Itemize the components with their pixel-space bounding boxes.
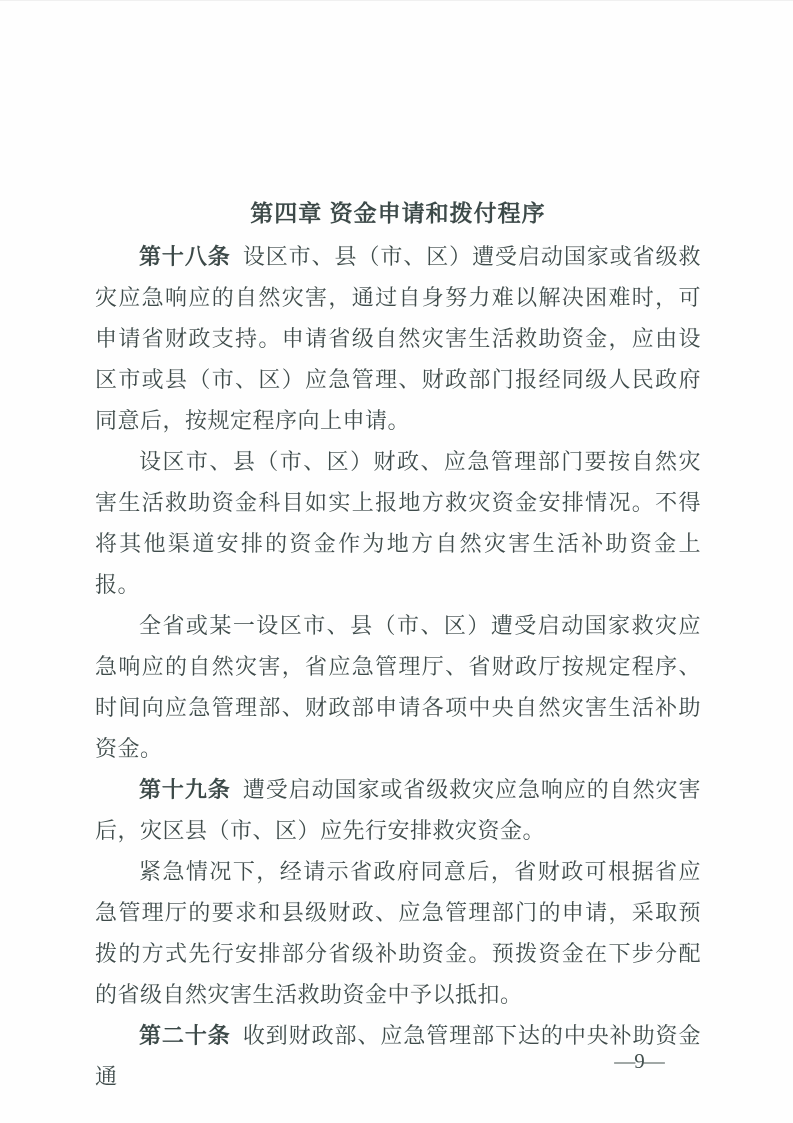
article-number: 第十八条 — [139, 244, 231, 269]
paragraph-text: 收到财政部、应急管理部下达的中央补助资金通 — [95, 1023, 701, 1089]
document-paragraph — [95, 236, 701, 441]
paragraph-text: 设区市、县（市、区）遭受启动国家或省级救灾应急响应的自然灾害，通过自身努力难以解决困难时，可申请省财政支持。申请省级自然灾害生活救助资金，应由设区市或县（市、区）应急管理、财政部门报经同级人民政府同意后，按规定程序向上申请。 — [95, 244, 701, 433]
document-paragraph — [95, 605, 701, 769]
article-number: 第十九条 — [139, 777, 231, 802]
document-paragraph — [95, 441, 701, 605]
article-number: 第二十条 — [139, 1023, 231, 1048]
paragraph-text: 全省或某一设区市、县（市、区）遭受启动国家救灾应急响应的自然灾害，省应急管理厅、省财政厅按规定程序、时间向应急管理部、财政部申请各项中央自然灾害生活补助资金。 — [95, 613, 701, 761]
document-paragraph — [95, 851, 701, 1015]
chapter-title: 第四章 资金申请和拨付程序 — [250, 200, 546, 226]
paragraph-text: 遭受启动国家或省级救灾应急响应的自然灾害后，灾区县（市、区）应先行安排救灾资金。 — [95, 777, 701, 843]
page-number: —9— — [614, 1049, 664, 1073]
document-paragraph — [95, 769, 701, 851]
document-content — [95, 193, 701, 1097]
paragraph-text: 设区市、县（市、区）财政、应急管理部门要按自然灾害生活救助资金科目如实上报地方救灾资金安排情况。不得将其他渠道安排的资金作为地方自然灾害生活补助资金上报。 — [95, 449, 701, 597]
document-body — [95, 236, 701, 1097]
paragraph-text: 紧急情况下，经请示省政府同意后，省财政可根据省应急管理厅的要求和县级财政、应急管理部门的申请，采取预拨的方式先行安排部分省级补助资金。预拨资金在下步分配的省级自然灾害生活救助资金中予以抵扣。 — [95, 859, 701, 1007]
